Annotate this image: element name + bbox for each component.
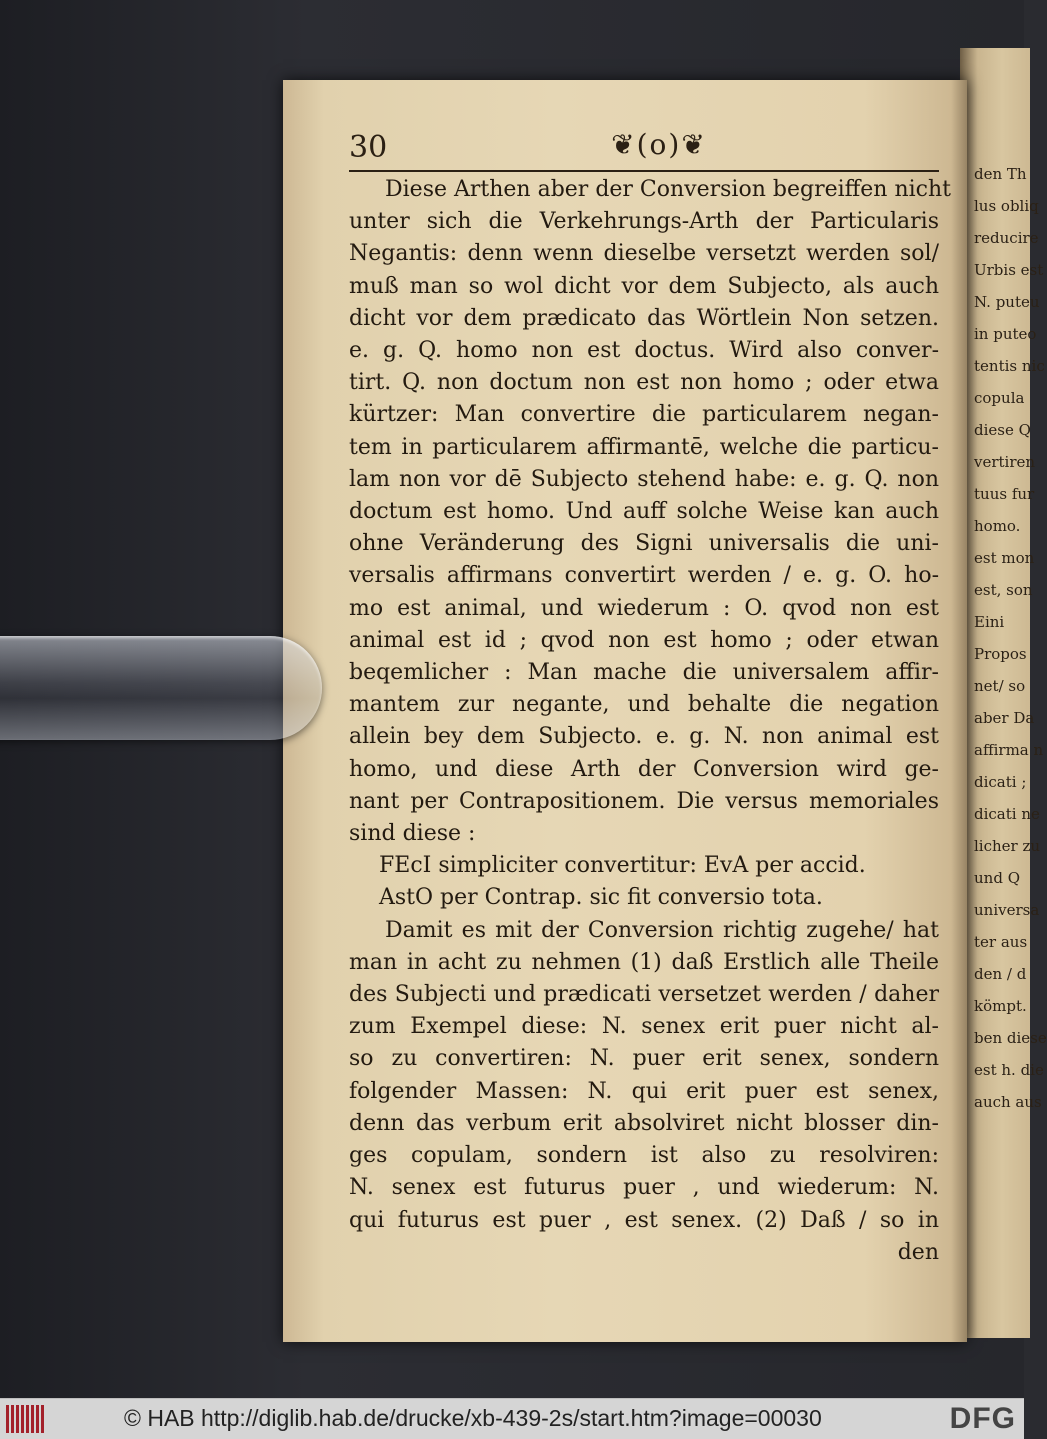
facing-page-edge [960,48,1047,1338]
text-line: homo, und diese Arth der Conversion wird ge- [349,756,939,782]
text-line: e. g. Q. homo non est doctus. Wird also conver- [349,338,939,364]
text-line: lam non vor dē Subjecto stehend habe: e. g. Q. non [349,466,939,492]
text-line: des Subjecti und prædicati versetzet werden / daher [349,982,939,1008]
text-line: folgender Massen: N. qui erit puer est senex, [349,1078,939,1104]
text-line: unter sich die Verkehrungs-Arth der Particularis [349,209,939,235]
text-line: tirt. Q. non doctum non est non homo ; oder etwa [349,370,939,396]
text-line: mantem zur negante, und behalte die negation [349,692,939,718]
facing-page-fragments: den Th lus obliq reducire Urbis est N. puteu in puteo tentis nic copula diese Q vertiren tuus fur homo. est mon est, son Eini Propos net/ so aber Da affirma n dicati ; dicati ne licher zu und Q universa ter aus den / d kömpt. ben diese est h. die auch aus [974,165,1047,1111]
text-line: nant per Contrapositionem. Die versus memoriales [349,788,939,814]
text-line: ges copulam, sondern ist also zu resolviren: [349,1143,939,1169]
text-line: man in acht zu nehmen (1) daß Erstlich alle Theile [349,949,939,975]
page-header [349,126,939,172]
text-line: Negantis: denn wenn dieselbe versetzt werden sol/ [349,241,939,267]
text-line: allein bey dem Subjecto. e. g. N. non animal est [349,724,939,750]
text-line: muß man so wol dicht vor dem Subjecto, als auch [349,273,939,299]
hab-logo-icon [6,1405,50,1433]
text-line: mo est animal, und wiederum : O. qvod non est [349,595,939,621]
text-line: Diese Arthen aber der Conversion begreiffen nicht [385,177,951,202]
footer-bar [0,1398,1024,1439]
header-ornament: ❦(o)❦ [611,128,707,161]
dfg-logo: DFG [949,1402,1016,1435]
text-line: animal est id ; qvod non est homo ; oder etwan [349,627,939,653]
text-line: beqemlicher : Man mache die universalem affir- [349,660,939,686]
text-line: denn das verbum erit absolviret nicht blosser din- [349,1110,939,1136]
text-line: so zu convertiren: N. puer erit senex, sondern [349,1046,939,1072]
page-number: 30 [349,130,388,165]
text-line: kürtzer: Man convertire die particularem negan- [349,402,939,428]
glass-page-weight [0,636,322,740]
text-line: dicht vor dem prædicato das Wörtlein Non setzen. [349,305,939,331]
text-line: Damit es mit der Conversion richtig zugehe/ hat [385,917,939,943]
text-line: zum Exempel diese: N. senex erit puer nicht al- [349,1014,939,1040]
text-line: doctum est homo. Und auff solche Weise kan auch [349,499,939,525]
text-line: ohne Veränderung des Signi universalis die uni- [349,531,939,557]
text-line: sind diese : [349,821,476,847]
verse-line: AstO per Contrap. sic fit conversio tota. [379,885,823,911]
verse-line: FEcI simpliciter convertitur: EvA per accid. [379,853,866,879]
copyright-url[interactable]: © HAB http://diglib.hab.de/drucke/xb-439-2s/start.htm?image=00030 [124,1405,822,1431]
book-page [283,80,967,1342]
text-line: versalis affirmans convertirt werden / e. g. O. ho- [349,563,939,589]
page-text [349,174,951,1269]
text-line: tem in particularem affirmantē, welche die particu- [349,434,939,460]
text-line: qui futurus est puer , est senex. (2) Daß / so in [349,1207,939,1233]
catchword: den [897,1239,939,1265]
text-line: N. senex est futurus puer , und wiederum: N. [349,1175,939,1201]
